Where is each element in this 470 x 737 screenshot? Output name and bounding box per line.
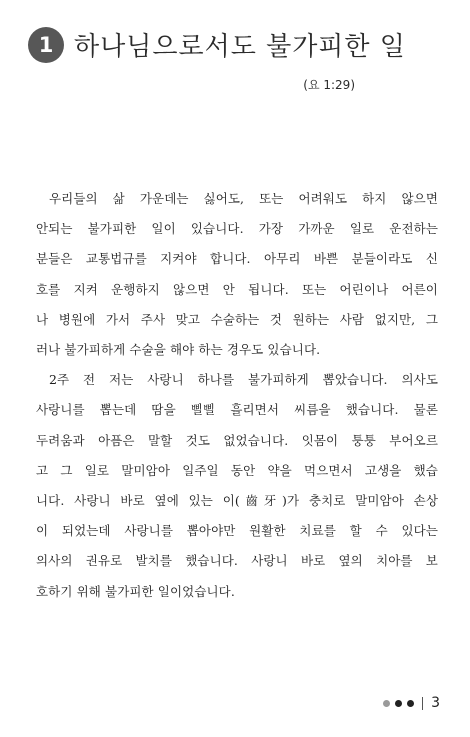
text-line: 니다. 사랑니 바로 옆에 있는 이(齒牙)가 충치로 말미암아 손상 bbox=[36, 493, 438, 509]
text-line: 사랑니를 뽑는데 땀을 삘삘 흘리면서 씨름을 했습니다. 물론 bbox=[36, 402, 438, 418]
paragraph-1 bbox=[36, 184, 438, 365]
page-footer bbox=[383, 695, 440, 711]
text-line: 안되는 불가피한 일이 있습니다. 가장 가까운 일로 운전하는 bbox=[36, 221, 438, 237]
chapter-header bbox=[28, 26, 406, 63]
page-dot bbox=[407, 700, 414, 707]
page-number: 3 bbox=[431, 695, 440, 711]
footer-divider bbox=[422, 697, 423, 710]
text-line: 고 그 일로 말미암아 일주일 동안 약을 먹으면서 고생을 했습 bbox=[36, 462, 438, 478]
text-line: 나 병원에 가서 주사 맞고 수술하는 것 원하는 사람 없지만, 그 bbox=[36, 311, 438, 327]
paragraph-2 bbox=[36, 365, 438, 607]
text-line: 의사의 권유로 발치를 했습니다. 사랑니 바로 옆의 치아를 보 bbox=[36, 553, 438, 569]
text-line: 호하기 위해 불가피한 일이었습니다. bbox=[36, 583, 235, 599]
page-dot-light bbox=[383, 700, 390, 707]
text-line: 이 되었는데 사랑니를 뽑아야만 원활한 치료를 할 수 있다는 bbox=[36, 523, 438, 539]
text-line: 2주 전 저는 사랑니 하나를 불가피하게 뽑았습니다. 의사도 bbox=[49, 372, 438, 388]
chapter-title: 하나님으로서도 불가피한 일 bbox=[74, 32, 406, 62]
scripture-reference: (요 1:29) bbox=[303, 78, 355, 92]
text-line: 두려움과 아픔은 말할 것도 없었습니다. 잇몸이 퉁퉁 부어오르 bbox=[36, 432, 438, 448]
chapter-number-badge: 1 bbox=[28, 27, 64, 63]
text-line: 우리들의 삶 가운데는 싫어도, 또는 어려워도 하지 않으면 bbox=[49, 191, 438, 206]
text-line: 분들은 교통법규를 지켜야 합니다. 아무리 바쁜 분들이라도 신 bbox=[36, 251, 438, 267]
text-line: 호를 지켜 운행하지 않으면 안 됩니다. 또는 어린이나 어른이 bbox=[36, 281, 438, 297]
body-text bbox=[36, 184, 438, 607]
text-line: 러나 불가피하게 수술을 해야 하는 경우도 있습니다. bbox=[36, 342, 321, 358]
page-dot bbox=[395, 700, 402, 707]
